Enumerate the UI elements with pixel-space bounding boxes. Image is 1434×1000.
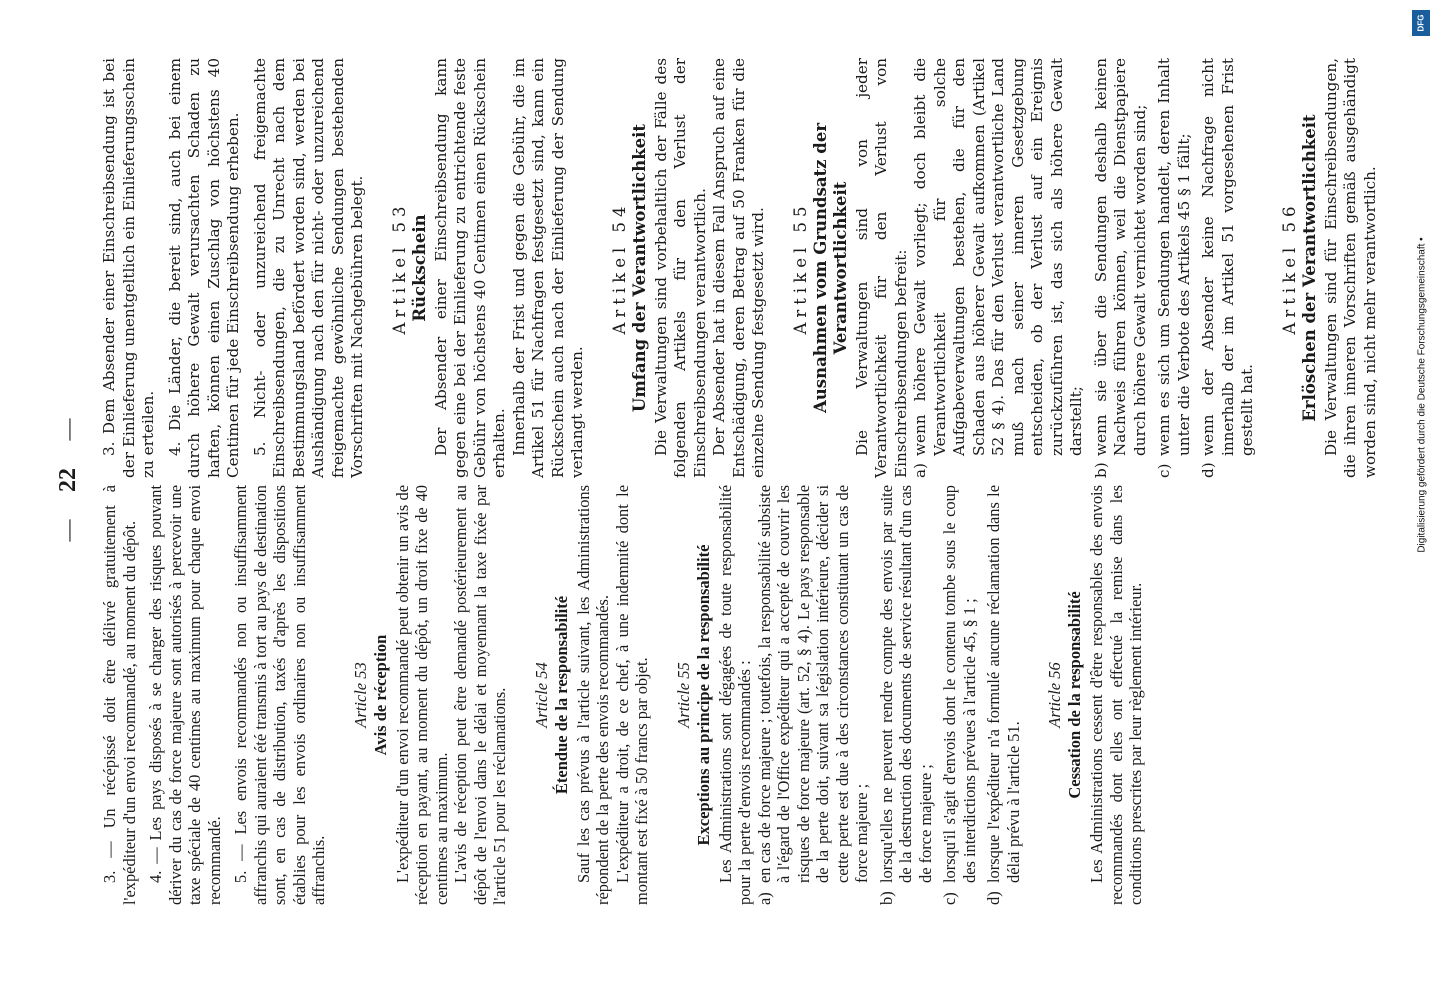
de-a55-item-d	[1199, 58, 1258, 478]
de-article-54-title: Umfang der Verantwortlichkeit	[629, 123, 649, 413]
list-text: lorsque l'expéditeur n'a formulé aucune réclamation dans le délai prévu à l'article 51.	[984, 485, 1023, 883]
de-a55-item-b	[1092, 58, 1151, 478]
list-label: d)	[1199, 462, 1217, 478]
fr-article-55-title: Exceptions au principe de la responsabilité	[693, 544, 713, 846]
fr-article-56-heading: Article 56	[1045, 662, 1064, 728]
german-column	[100, 58, 1380, 478]
dfg-logo-icon	[1412, 10, 1430, 36]
fr-a55-item-c	[940, 485, 979, 905]
de-article-56-heading: Artikel 56	[1279, 201, 1299, 335]
fr-a53-para-1: L'expéditeur d'un envoi recommandé peut obtenir un avis de réception en payant, au moment du dépôt, un droit fixe de 40 centimes au maximum.	[392, 485, 451, 905]
list-text: wenn sie über die Sendungen deshalb keinen Nachweis führen können, weil die Dienstpapiere durch höhere Gewalt vernichtet worden sind;	[1091, 58, 1149, 456]
de-a53-para-2: Innerhalb der Frist und gegen die Gebühr, die im Artikel 51 für Nachfragen festgesetzt sind, kann ein Rückschein auch nach der Einlieferung der Sendung verlangt werden.	[509, 58, 586, 478]
page-header	[55, 55, 82, 905]
fr-a54-para-1: Sauf les cas prévus à l'article suivant, les Administrations répondent de la perte des envois recommandés.	[573, 485, 612, 905]
dfg-logo-text: DFG	[1416, 14, 1426, 32]
french-column	[100, 485, 1146, 905]
de-article-56-title: Erlöschen der Verantwortlichkeit	[1299, 114, 1319, 422]
list-text: en cas de force majeure ; toutefois, la responsabilité subsiste à l'égard de l'Office expéditeur qui a accepté de couvrir les risques de force majeure (art. 52, § 4). Le pays responsable de la perte doit, suivant sa législation intérieure, décider si cette perte est due à des circonstances constituant un cas de force majeure ;	[754, 485, 871, 883]
fr-a55-intro: Les Administrations sont dégagées de toute responsabilité pour la perte d'envois recommandés :	[715, 485, 754, 905]
de-a55-item-c	[1155, 58, 1194, 478]
fr-a55-item-a	[755, 485, 872, 905]
de-a53-para-1: Der Absender einer Einschreibsendung kann gegen eine bei der Einlieferung zu entrichtende feste Gebühr von höchstens 40 Centimen einen Rückschein erhalten.	[431, 58, 508, 478]
list-label: c)	[1155, 463, 1173, 478]
digitization-sidebar	[1410, 0, 1434, 1000]
list-label: b)	[876, 891, 896, 905]
de-para-4: 4. Die Länder, die bereit sind, auch bei einem durch höhere Gewalt verursachten Schaden zu haften, können einen Zuschlag von höchstens 40 Centimen für jede Einschreibsendung erheben.	[165, 58, 242, 478]
list-label: b)	[1091, 462, 1110, 478]
header-dash-right: —	[55, 418, 80, 441]
de-article-53-title: Rückschein	[409, 214, 429, 322]
fr-article-54-title: Étendue de la responsabilité	[551, 595, 571, 795]
fr-article-55-heading: Article 55	[673, 662, 693, 728]
fr-a55-item-b	[877, 485, 936, 905]
de-a54-para-2: Der Absender hat in diesem Fall Anspruch auf eine Entschädigung, deren Betrag auf 50 Franken für die einzelne Sendung festgesetzt wird.	[710, 58, 767, 478]
list-text: wenn der Absender keine Nachfrage nicht innerhalb der im Artikel 51 vorgesehenen Frist gestellt hat.	[1199, 58, 1256, 456]
fr-a56-para-1: Les Administrations cessent d'être responsables des envois recommandés dont elles ont effectué la remise dans les conditions prescrites par leur règlement intérieur.	[1087, 485, 1145, 905]
fr-article-56-title: Cessation de la responsabilité	[1065, 591, 1084, 799]
page-number: 22	[55, 468, 81, 492]
list-text: wenn höhere Gewalt vorliegt; doch bleibt die Verantwortlichkeit für solche Aufgabeverwaltungen bestehen, die für den Schaden aus höherer Gewalt aufkommen (Artikel 52 § 4). Das für den Verlust verantwortliche Land muß nach seiner inneren Gesetzgebung entscheiden, ob der Verlust auf ein Ereignis zurückzuführen ist, das sich als höhere Gewalt darstellt;	[911, 58, 1085, 456]
de-a55-intro: Die Verwaltungen sind von jeder Verantwortlichkeit für den Verlust von Einschreibsendungen befreit:	[852, 58, 910, 478]
de-a55-item-a	[911, 58, 1087, 478]
de-a56-para-1: Die Verwaltungen sind für Einschreibsendungen, die ihren inneren Vorschriften gemäß ausgehändigt worden sind, nicht mehr verantwortlich.	[1321, 58, 1379, 478]
fr-a53-para-2: L'avis de réception peut être demandé postérieurement au dépôt de l'envoi dans le délai et moyennant la taxe fixée par l'article 51 pour les réclamations.	[451, 485, 509, 905]
digitization-notice: Digitalisierung gefördert durch die Deutsche Forschungsgemeinschaft •	[1416, 237, 1428, 553]
list-text: lorsqu'elles ne peuvent rendre compte des envois par suite de la destruction des documents de service résultant d'un cas de force majeure ;	[876, 485, 935, 883]
de-para-3: 3. Dem Absender einer Einschreibsendung ist bei der Einlieferung unentgeltlich ein Einlieferungsschein zu erteilen.	[100, 58, 157, 478]
list-text: lorsqu'il s'agit d'envois dont le contenu tombe sous le coup des interdictions prévues à l'article 45, § 1 ;	[940, 485, 979, 883]
list-label: d)	[984, 891, 1003, 905]
fr-para-5: 5. — Les envois recommandés non ou insuffisamment affranchis qui auraient été transmis à tort au pays de destination sont, en cas de distribution, taxés d'après les dispositions établies pour les envois ordinaires non ou insuffisamment affranchis.	[231, 485, 328, 905]
list-label: a)	[911, 463, 929, 478]
fr-article-53-title: Avis de réception	[370, 634, 390, 756]
list-label: a)	[754, 892, 774, 905]
fr-a54-para-2: L'expéditeur a droit, de ce chef, à une indemnité dont le montant est fixé à 50 francs par objet.	[612, 485, 651, 905]
fr-a55-item-d	[984, 485, 1023, 905]
fr-para-4: 4. — Les pays disposés à se charger des risques pouvant dériver du cas de force majeure sont autorisés à percevoir une taxe spéciale de 40 centimes au maximum pour chaque envoi recommandé.	[146, 485, 224, 905]
fr-para-3: 3. — Un récépissé doit être délivré gratuitement à l'expéditeur d'un envoi recommandé, au moment du dépôt.	[100, 485, 139, 905]
fr-article-53-heading: Article 53	[350, 662, 370, 728]
fr-article-54-heading: Article 54	[531, 662, 551, 728]
list-label: c)	[940, 892, 959, 905]
de-article-55-heading: Artikel 55	[790, 201, 810, 335]
de-para-5: 5. Nicht- oder unzureichend freigemachte Einschreibsendungen, die zu Unrecht nach dem Bestimmungsland befördert worden sind, werden bei Aushändigung nach den für nicht- oder unzureichend freigemachte gewöhnliche Sendungen bestehenden Vorschriften mit Nachgebühren belegt.	[250, 58, 366, 478]
de-article-54-heading: Artikel 54	[609, 201, 629, 335]
header-dash-left: —	[55, 519, 80, 542]
de-a54-para-1: Die Verwaltungen sind vorbehaltlich der Fälle des folgenden Artikels für den Verlust der Einschreibsendungen verantwortlich.	[651, 58, 709, 478]
list-text: wenn es sich um Sendungen handelt, deren Inhalt unter die Verbote des Artikels 45 § 1 fällt;	[1155, 58, 1193, 456]
de-article-53-heading: Artikel 53	[389, 201, 409, 335]
de-article-55-title: Ausnahmen vom Grundsatz der Verantwortlichkeit	[810, 122, 850, 414]
